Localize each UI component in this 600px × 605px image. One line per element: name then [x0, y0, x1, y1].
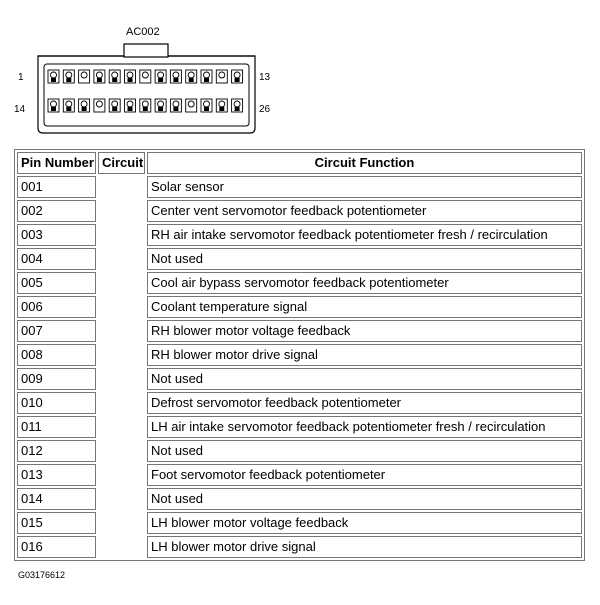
pin-number-cell: 002 — [17, 200, 96, 222]
circuit-cell — [98, 392, 145, 414]
circuit-function-cell: RH air intake servomotor feedback potentiometer fresh / recirculation — [147, 224, 582, 246]
connector-diagram — [0, 0, 600, 145]
table-row — [17, 368, 582, 390]
table-row — [17, 440, 582, 462]
circuit-cell — [98, 512, 145, 534]
circuit-function-cell: Cool air bypass servomotor feedback potentiometer — [147, 272, 582, 294]
connector-latch — [124, 44, 168, 57]
pin-number-cell: 005 — [17, 272, 96, 294]
circuit-cell — [98, 296, 145, 318]
pin-contact — [51, 107, 56, 111]
header-circuit: Circuit — [98, 152, 145, 174]
circuit-function-cell: Center vent servomotor feedback potentiometer — [147, 200, 582, 222]
circuit-function-cell: RH blower motor voltage feedback — [147, 320, 582, 342]
pin-terminal — [81, 72, 87, 78]
circuit-cell — [98, 416, 145, 438]
header-pin-number: Pin Number — [17, 152, 96, 174]
circuit-cell — [98, 488, 145, 510]
pin-number-cell: 003 — [17, 224, 96, 246]
pin-terminal — [188, 101, 194, 107]
pin-number-cell: 010 — [17, 392, 96, 414]
circuit-cell — [98, 272, 145, 294]
pin-contact — [128, 107, 133, 111]
table-row — [17, 200, 582, 222]
table-row — [17, 536, 582, 558]
circuit-function-cell: Defrost servomotor feedback potentiometer — [147, 392, 582, 414]
circuit-function-cell: Foot servomotor feedback potentiometer — [147, 464, 582, 486]
table-row — [17, 488, 582, 510]
pin-terminal — [127, 101, 133, 107]
table-row — [17, 272, 582, 294]
pin-terminal — [142, 72, 148, 78]
pin-terminal — [81, 101, 87, 107]
pin-label-14: 14 — [14, 104, 26, 115]
circuit-cell — [98, 464, 145, 486]
pin-contact — [204, 78, 209, 82]
circuit-cell — [98, 440, 145, 462]
pin-contact — [112, 107, 117, 111]
table-row — [17, 176, 582, 198]
pin-contact — [82, 107, 87, 111]
circuit-function-cell: Not used — [147, 368, 582, 390]
pin-contact — [173, 107, 178, 111]
circuit-function-cell: RH blower motor drive signal — [147, 344, 582, 366]
table-header-row — [17, 152, 582, 174]
table-row — [17, 392, 582, 414]
pin-contact — [158, 107, 163, 111]
table-row — [17, 464, 582, 486]
pin-number-cell: 001 — [17, 176, 96, 198]
circuit-cell — [98, 200, 145, 222]
circuit-function-cell: Solar sensor — [147, 176, 582, 198]
pin-contact — [173, 78, 178, 82]
pin-contact — [112, 78, 117, 82]
table-row — [17, 512, 582, 534]
circuit-cell — [98, 248, 145, 270]
pin-terminal — [112, 101, 118, 107]
pin-contact — [143, 107, 148, 111]
connector-name: AC002 — [126, 26, 160, 38]
table-row — [17, 416, 582, 438]
pin-label-26: 26 — [259, 104, 271, 115]
pin-contact — [66, 107, 71, 111]
pin-label-1: 1 — [18, 72, 24, 83]
pin-terminal — [96, 72, 102, 78]
pin-terminal — [66, 101, 72, 107]
circuit-function-cell: Not used — [147, 440, 582, 462]
pin-number-cell: 011 — [17, 416, 96, 438]
circuit-function-cell: LH blower motor drive signal — [147, 536, 582, 558]
pin-terminal — [173, 72, 179, 78]
pin-terminal — [142, 101, 148, 107]
pin-number-cell: 007 — [17, 320, 96, 342]
table-row — [17, 248, 582, 270]
pin-contact — [235, 78, 240, 82]
pin-contact — [204, 107, 209, 111]
pin-number-cell: 015 — [17, 512, 96, 534]
figure-code: G03176612 — [18, 570, 66, 580]
circuit-function-cell: LH air intake servomotor feedback potentiometer fresh / recirculation — [147, 416, 582, 438]
pin-contact — [66, 78, 71, 82]
pin-table — [14, 149, 585, 561]
pin-number-cell: 014 — [17, 488, 96, 510]
pin-terminal — [188, 72, 194, 78]
pin-number-cell: 012 — [17, 440, 96, 462]
circuit-function-cell: Not used — [147, 488, 582, 510]
circuit-function-cell: Not used — [147, 248, 582, 270]
pin-terminal — [204, 101, 210, 107]
pin-terminal — [234, 101, 240, 107]
pin-number-cell: 009 — [17, 368, 96, 390]
pin-terminal — [66, 72, 72, 78]
circuit-cell — [98, 536, 145, 558]
pin-contact — [189, 78, 194, 82]
pin-terminal — [219, 72, 225, 78]
pin-terminal — [234, 72, 240, 78]
pin-contact — [51, 78, 56, 82]
pin-contact — [219, 107, 224, 111]
circuit-cell — [98, 320, 145, 342]
pin-terminal — [173, 101, 179, 107]
pin-contact — [158, 78, 163, 82]
table-row — [17, 224, 582, 246]
pin-number-cell: 016 — [17, 536, 96, 558]
pin-label-13: 13 — [259, 72, 271, 83]
pin-contact — [97, 78, 102, 82]
pin-terminal — [112, 72, 118, 78]
pin-contact — [235, 107, 240, 111]
pin-terminal — [127, 72, 133, 78]
pin-number-cell: 008 — [17, 344, 96, 366]
pin-terminal — [51, 72, 57, 78]
pin-terminal — [158, 101, 164, 107]
circuit-cell — [98, 176, 145, 198]
pin-number-cell: 004 — [17, 248, 96, 270]
pin-contact — [128, 78, 133, 82]
header-circuit-function: Circuit Function — [147, 152, 582, 174]
circuit-cell — [98, 224, 145, 246]
pin-number-cell: 006 — [17, 296, 96, 318]
circuit-cell — [98, 344, 145, 366]
circuit-function-cell: LH blower motor voltage feedback — [147, 512, 582, 534]
pin-terminal — [96, 101, 102, 107]
pin-terminal — [51, 101, 57, 107]
circuit-function-cell: Coolant temperature signal — [147, 296, 582, 318]
pin-terminal — [204, 72, 210, 78]
pin-number-cell: 013 — [17, 464, 96, 486]
circuit-cell — [98, 368, 145, 390]
table-row — [17, 296, 582, 318]
pin-terminal — [219, 101, 225, 107]
table-row — [17, 344, 582, 366]
pin-terminal — [158, 72, 164, 78]
table-row — [17, 320, 582, 342]
